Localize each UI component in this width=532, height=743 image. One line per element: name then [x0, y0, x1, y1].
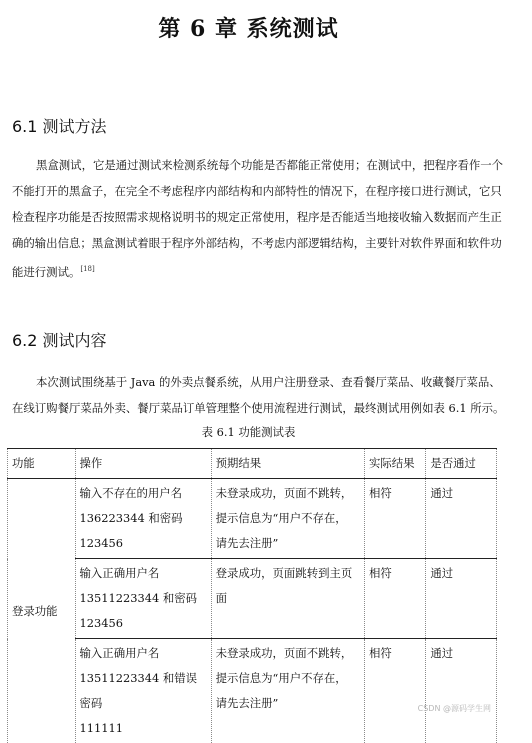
actual-cell: 相符 — [365, 639, 426, 743]
actual-cell: 相符 — [365, 479, 426, 559]
cell-line: 111111 — [80, 716, 207, 741]
paragraph-line: 黑盒测试，它是通过测试来检测系统每个功能是否都能正常使用；在测试中，把程序看作一个 — [12, 152, 532, 178]
header-operation: 操作 — [75, 449, 211, 479]
paragraph-line: 确的输出信息；黑盒测试着眼于程序外部结构，不考虑内部逻辑结构，主要针对软件界面和软件功 — [12, 230, 532, 256]
watermark: CSDN @源码学生网 — [418, 703, 491, 714]
cell-line: 未登录成功，页面不跳转， — [216, 481, 360, 506]
paragraph-line-last — [12, 256, 532, 282]
pass-cell: 通过 — [426, 639, 497, 743]
expected-cell — [211, 639, 364, 743]
operation-cell — [75, 639, 211, 743]
cell-line: 登录成功，页面跳转到主页 — [216, 561, 360, 586]
actual-cell: 相符 — [365, 559, 426, 639]
operation-cell — [75, 559, 211, 639]
cell-line: 面 — [216, 586, 360, 611]
cell-line: 未登录成功，页面不跳转， — [216, 641, 360, 666]
paragraph-line: 不能打开的黑盒子，在完全不考虑程序内部结构和内部特性的情况下，在程序接口进行测试，它只 — [12, 178, 532, 204]
table-row — [8, 559, 497, 639]
pass-cell: 通过 — [426, 559, 497, 639]
function-test-table — [7, 448, 497, 743]
cell-line: 输入正确用户名 — [80, 641, 207, 666]
header-function: 功能 — [8, 449, 76, 479]
section-title-test-content: 6.2 测试内容 — [12, 328, 107, 351]
operation-cell — [75, 479, 211, 559]
paragraph-line: 在线订购餐厅菜品外卖、餐厅菜品订单管理整个使用流程进行测试，最终测试用例如表 6.1 所示。 — [12, 395, 532, 421]
section-title-test-method: 6.1 测试方法 — [12, 114, 107, 137]
function-cell: 登录功能 — [8, 479, 76, 743]
paragraph-line-text: 能进行测试。 — [12, 265, 80, 279]
table-header-row — [8, 449, 497, 479]
header-expected: 预期结果 — [211, 449, 364, 479]
reference-marker: [18] — [80, 265, 94, 273]
paragraph-test-method — [12, 152, 532, 282]
cell-line: 123456 — [80, 611, 207, 636]
cell-line: 提示信息为“用户不存在， — [216, 506, 360, 531]
paragraph-line: 检查程序功能是否按照需求规格说明书的规定正常使用，程序是否能适当地接收输入数据而产生正 — [12, 204, 532, 230]
pass-cell: 通过 — [426, 479, 497, 559]
paragraph-test-content — [12, 369, 532, 421]
expected-cell — [211, 559, 364, 639]
cell-line: 136223344 和密码 123456 — [80, 506, 207, 556]
cell-line: 输入正确用户名 — [80, 561, 207, 586]
table-row — [8, 479, 497, 559]
table-row — [8, 639, 497, 743]
header-actual: 实际结果 — [365, 449, 426, 479]
cell-line: 13511223344 和密码 — [80, 586, 207, 611]
cell-line: 提示信息为“用户不存在， — [216, 666, 360, 691]
expected-cell — [211, 479, 364, 559]
paragraph-line: 本次测试围绕基于 Java 的外卖点餐系统，从用户注册登录、查看餐厅菜品、收藏餐厅菜品、 — [12, 369, 532, 395]
cell-line: 输入不存在的用户名 — [80, 481, 207, 506]
cell-line: 13511223344 和错误密码 — [80, 666, 207, 716]
cell-line: 请先去注册” — [216, 531, 360, 556]
chapter-title: 第 6 章 系统测试 — [0, 12, 497, 43]
header-pass: 是否通过 — [426, 449, 497, 479]
table-caption: 表 6.1 功能测试表 — [0, 424, 497, 440]
cell-line: 请先去注册” — [216, 691, 360, 716]
